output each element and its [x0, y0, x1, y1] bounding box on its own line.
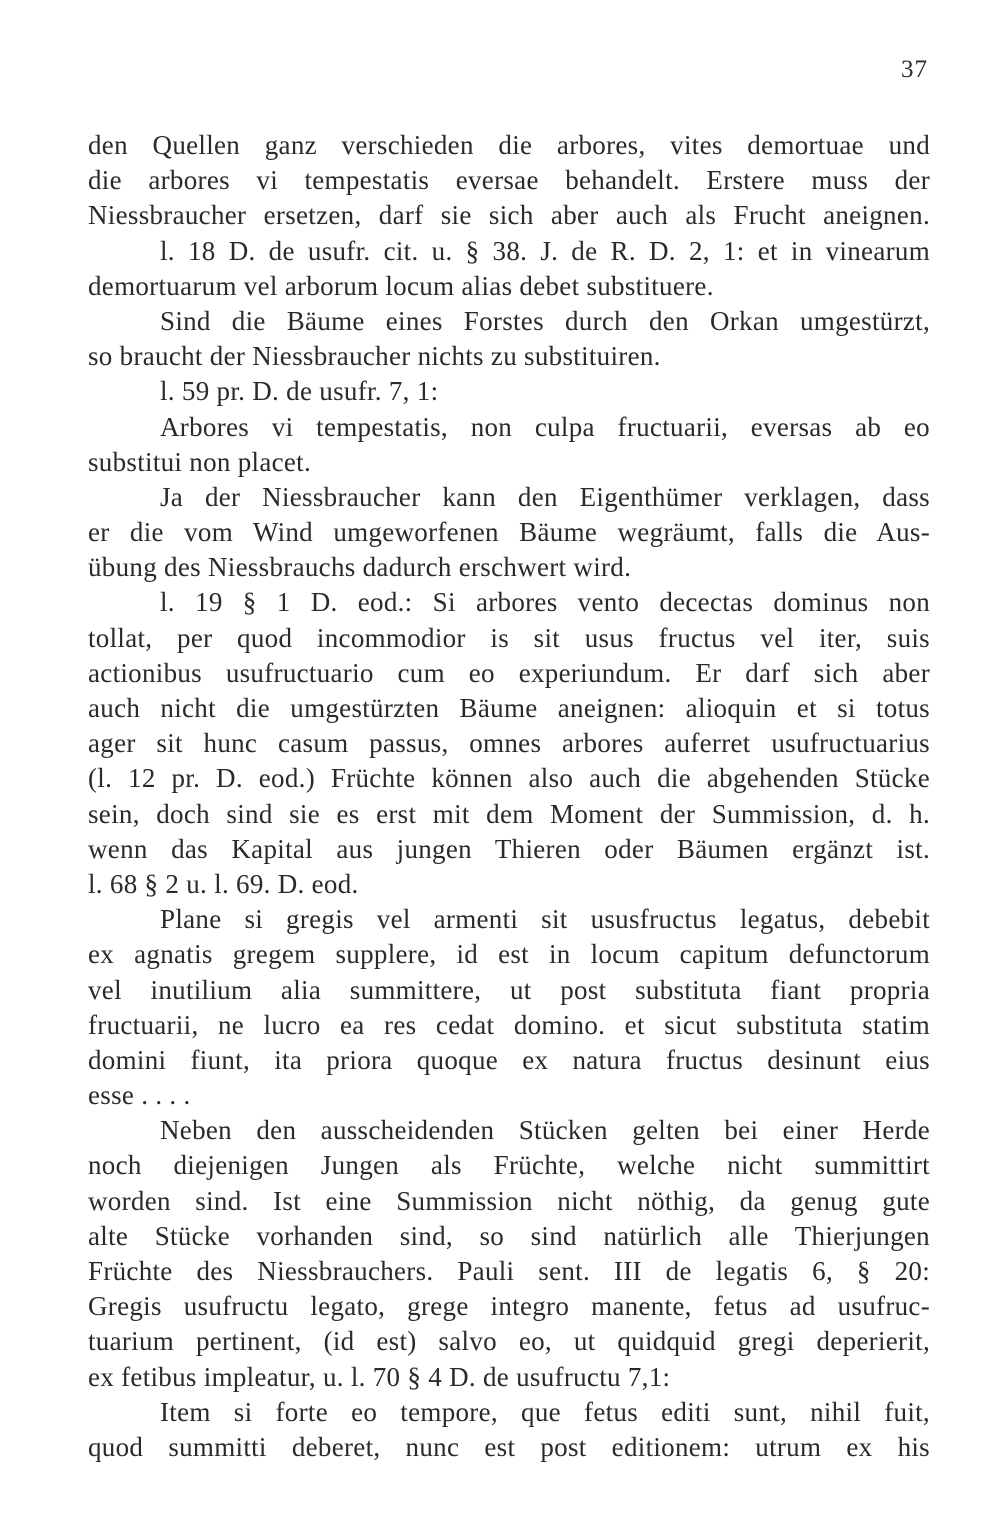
text-line: Gregis usufructu legato, grege integro manente, fetus ad usufruc- — [88, 1291, 930, 1322]
text-line: noch diejenigen Jungen als Früchte, welche nicht summittirt — [88, 1150, 930, 1181]
text-line: Früchte des Niessbrauchers. Pauli sent. III de legatis 6, § 20: — [88, 1256, 930, 1286]
text-line: Arbores vi tempestatis, non culpa fructuarii, eversas ab eo — [160, 411, 930, 442]
text-line: den Quellen ganz verschieden die arbores, vites demortuae und — [88, 130, 930, 160]
text-line: Item si forte eo tempore, que fetus editi sunt, nihil fuit, — [160, 1396, 930, 1427]
text-line: ex fetibus impleatur, u. l. 70 § 4 D. de usufructu 7,1: — [88, 1361, 671, 1392]
text-line: actionibus usufructuario cum eo experiundum. Er darf sich aber — [88, 657, 930, 688]
text-line: tollat, per quod incommodior is sit usus fructus vel iter, suis — [88, 622, 930, 653]
text-line: die arbores vi tempestatis eversae behandelt. Erstere muss der — [88, 165, 930, 196]
text-line: vel inutilium alia summittere, ut post substituta fiant propria — [88, 974, 930, 1005]
text-line: fructuarii, ne lucro ea res cedat domino. et sicut substituta statim — [88, 1009, 930, 1040]
text-line: substitui non placet. — [88, 446, 312, 477]
text-line: l. 59 pr. D. de usufr. 7, 1: — [160, 376, 439, 407]
text-line: esse . . . . — [88, 1080, 191, 1111]
text-line: domini fiunt, ita priora quoque ex natura fructus desinunt eius — [88, 1044, 930, 1075]
body-text — [88, 128, 930, 1465]
text-line: tuarium pertinent, (id est) salvo eo, ut quidquid gregi deperierit, — [88, 1326, 930, 1357]
text-line: Sind die Bäume eines Forstes durch den Orkan umgestürzt, — [160, 305, 930, 336]
text-line: Niessbraucher ersetzen, darf sie sich aber auch als Frucht aneignen. — [88, 200, 930, 231]
text-line: alte Stücke vorhanden sind, so sind natürlich alle Thierjungen — [88, 1220, 930, 1251]
page-number: 37 — [901, 56, 928, 83]
text-line: ager sit hunc casum passus, omnes arbores auferret usufructuarius — [88, 728, 930, 759]
text-line: ex agnatis gregem supplere, id est in locum capitum defunctorum — [88, 939, 930, 970]
text-line: er die vom Wind umgeworfenen Bäume wegräumt, falls die Aus- — [88, 517, 930, 548]
text-line: übung des Niessbrauchs dadurch erschwert wird. — [88, 552, 632, 583]
text-line: wenn das Kapital aus jungen Thieren oder Bäumen ergänzt ist. — [88, 833, 930, 864]
text-line: Ja der Niessbraucher kann den Eigenthümer verklagen, dass — [160, 481, 930, 512]
text-line: demortuarum vel arborum locum alias debet substituere. — [88, 270, 714, 301]
text-line: so braucht der Niessbraucher nichts zu substituiren. — [88, 341, 661, 372]
text-line: Neben den ausscheidenden Stücken gelten bei einer Herde — [160, 1115, 930, 1146]
text-line: l. 19 § 1 D. eod.: Si arbores vento decectas dominus non — [160, 587, 930, 618]
text-line: auch nicht die umgestürzten Bäume aneignen: alioquin et si totus — [88, 693, 930, 723]
text-line: l. 18 D. de usufr. cit. u. § 38. J. de R. D. 2, 1: et in vinearum — [160, 235, 930, 266]
text-line: sein, doch sind sie es erst mit dem Moment der Summission, d. h. — [88, 798, 930, 829]
text-line: l. 68 § 2 u. l. 69. D. eod. — [88, 868, 359, 899]
text-line: (l. 12 pr. D. eod.) Früchte können also auch die abgehenden Stücke — [88, 763, 930, 794]
text-line: quod summitti deberet, nunc est post editionem: utrum ex his — [88, 1431, 930, 1462]
text-line: Plane si gregis vel armenti sit ususfructus legatus, debebit — [160, 904, 930, 935]
text-line: worden sind. Ist eine Summission nicht nöthig, da genug gute — [88, 1185, 930, 1216]
